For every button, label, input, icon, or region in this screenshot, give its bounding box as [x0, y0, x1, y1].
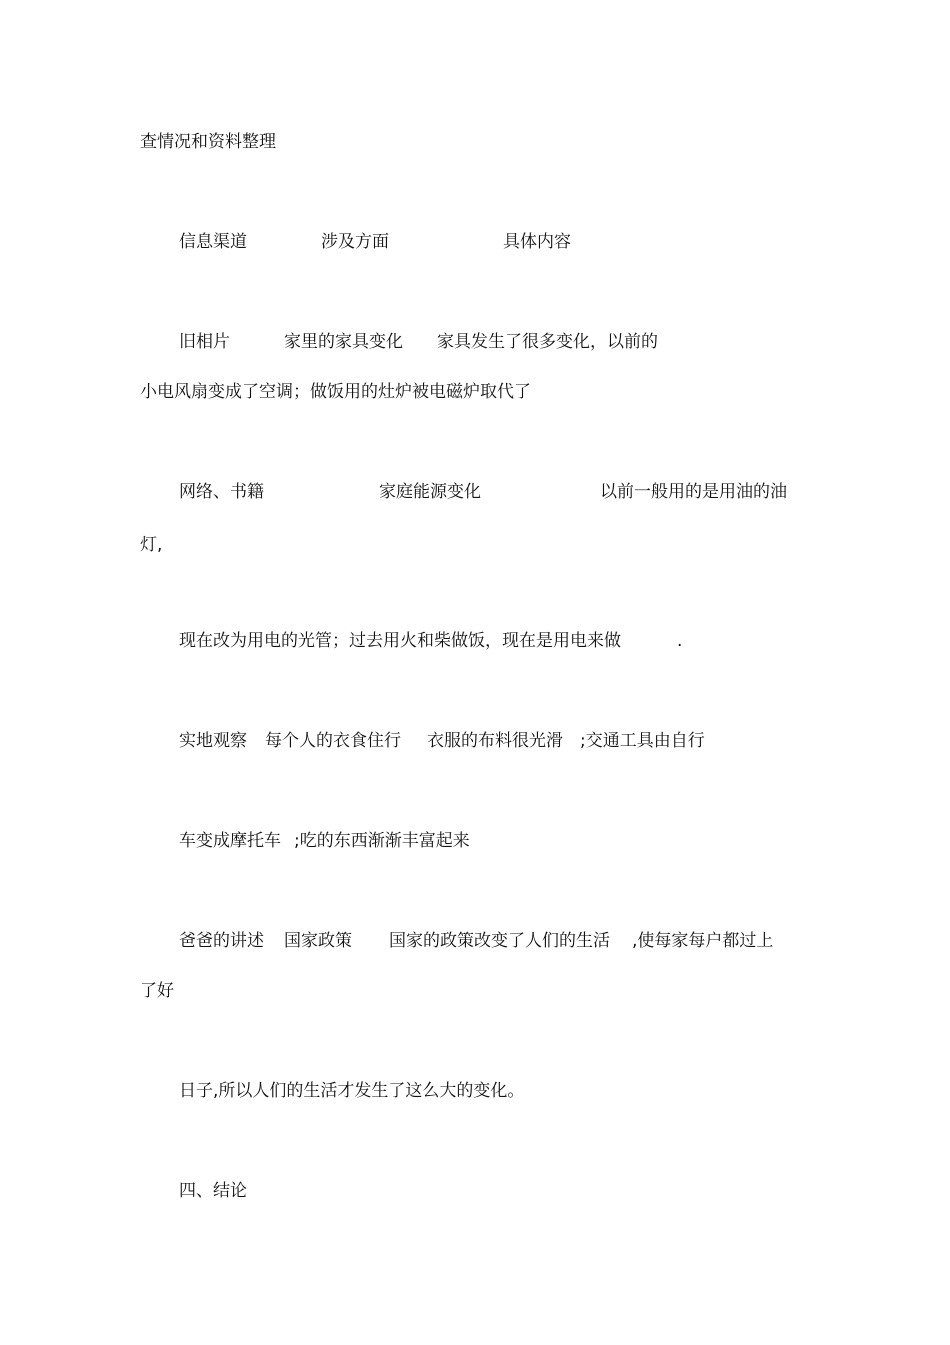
row-content-continuation: 了好 — [140, 981, 174, 1001]
row-channel: 实地观察 — [179, 731, 247, 751]
row-content: 衣服的布料很光滑 — [427, 731, 563, 751]
row-content-part: ,使每家每户都过上 — [632, 931, 774, 951]
row-content-text: 现在改为用电的光管；过去用火和柴做饭，现在是用电来做 — [179, 631, 621, 651]
table-row — [0, 484, 950, 506]
row-aspect: 国家政策 — [284, 931, 352, 951]
row-content: 国家的政策改变了人们的生活 — [389, 931, 610, 951]
conclusion-heading: 四、结论 — [179, 1181, 247, 1201]
table-row — [0, 334, 950, 356]
table-header-channel: 信息渠道 — [179, 232, 247, 252]
row-content-continuation — [0, 633, 950, 655]
row-channel: 旧相片 — [179, 332, 230, 352]
row-content: 以前一般用的是用油的油 — [600, 482, 787, 502]
table-header-aspect: 涉及方面 — [321, 232, 389, 252]
row-content-continuation: 日子,所以人们的生活才发生了这么大的变化。 — [179, 1081, 525, 1101]
row-channel: 网络、书籍 — [179, 482, 264, 502]
row-aspect: 家里的家具变化 — [284, 332, 403, 352]
row-content-continuation: 灯, — [140, 535, 163, 555]
table-row — [0, 933, 950, 955]
row-content-text: 车变成摩托车 — [179, 831, 281, 851]
table-row — [0, 733, 950, 755]
row-content-part: ;交通工具由自行 — [580, 731, 705, 751]
row-aspect: 家庭能源变化 — [379, 482, 481, 502]
row-aspect: 每个人的衣食住行 — [265, 731, 401, 751]
row-content-continuation — [0, 833, 950, 855]
row-content-continuation: 小电风扇变成了空调；做饭用的灶炉被电磁炉取代了 — [140, 382, 531, 402]
table-header-row — [0, 234, 950, 256]
row-content-part: ;吃的东西渐渐丰富起来 — [294, 831, 470, 851]
section-heading: 查情况和资料整理 — [140, 132, 276, 152]
row-content: 家具发生了很多变化，以前的 — [437, 332, 658, 352]
row-content-period: . — [677, 631, 683, 651]
table-header-content: 具体内容 — [503, 232, 571, 252]
row-channel: 爸爸的讲述 — [179, 931, 264, 951]
